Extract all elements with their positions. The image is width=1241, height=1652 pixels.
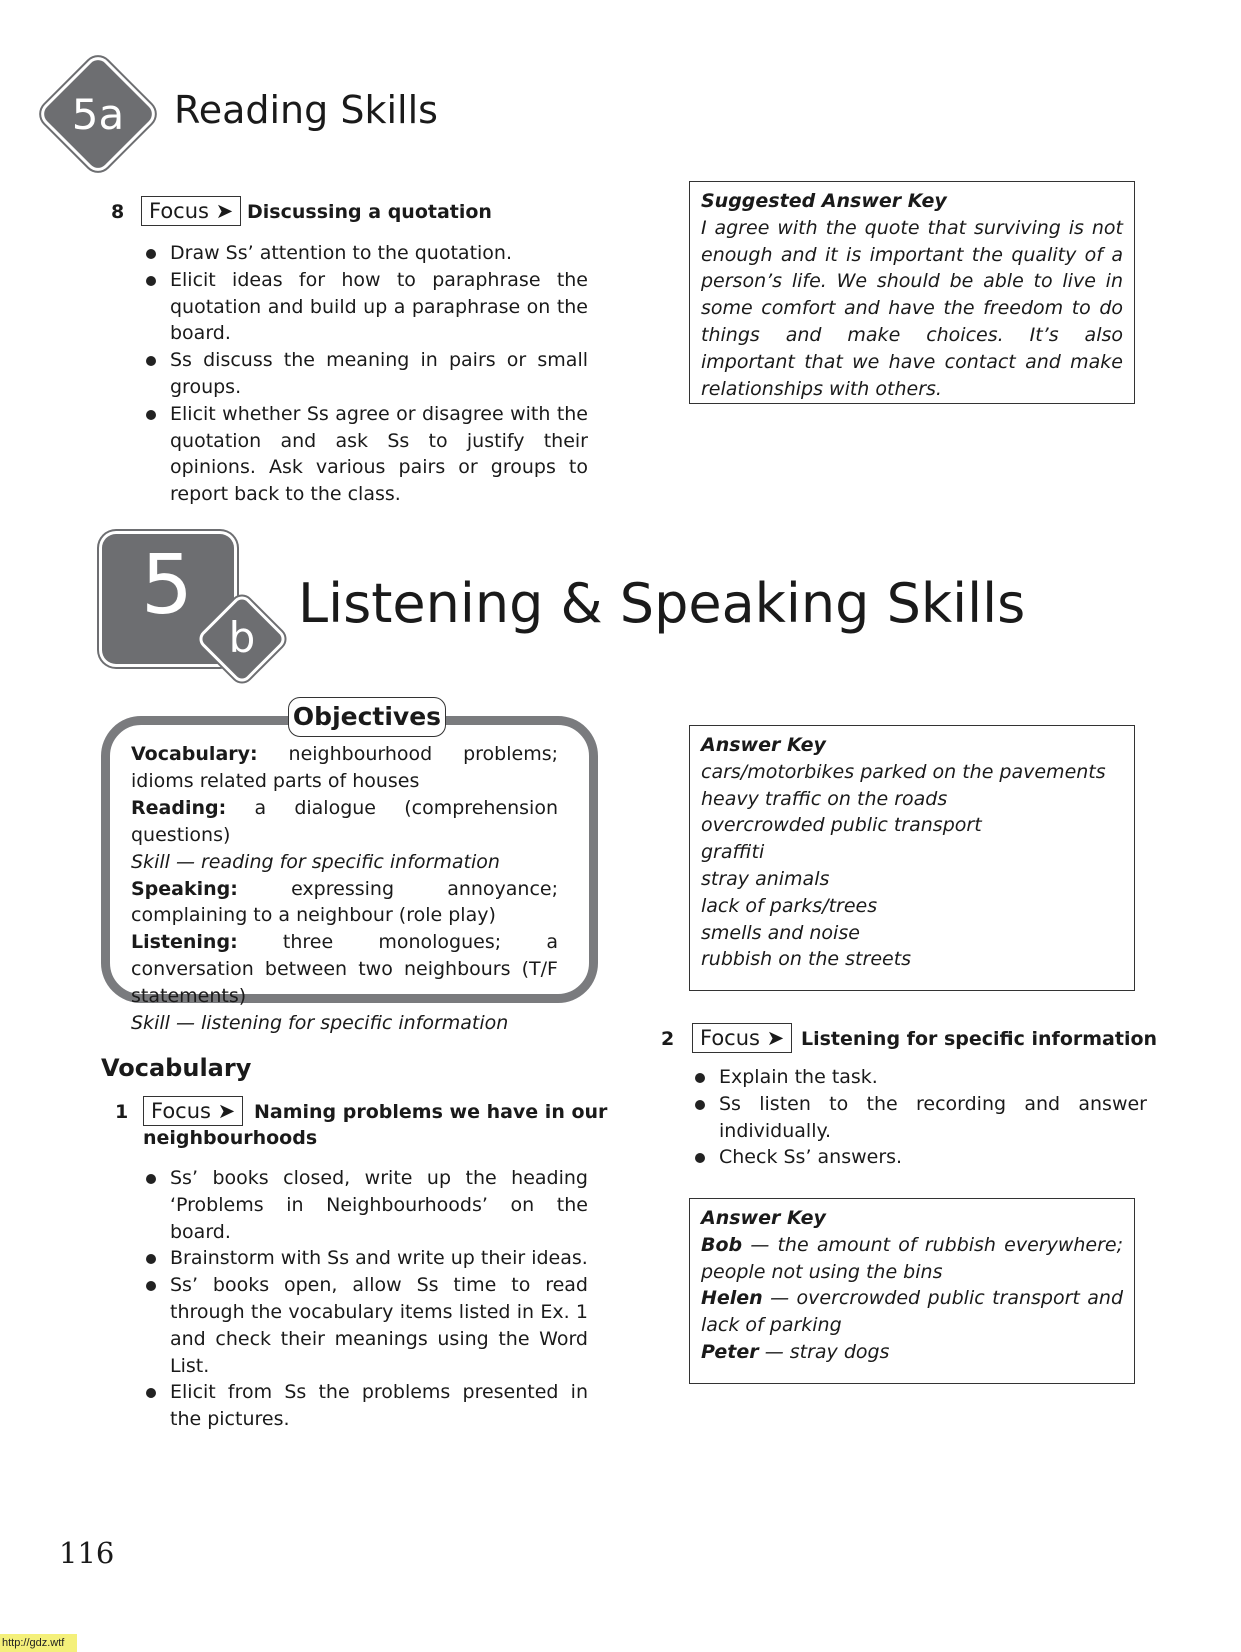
- bullet-icon: [695, 1073, 705, 1083]
- answer-key-2-helen: Helen — overcrowded public transport and lack of parking: [701, 1287, 1124, 1337]
- section-5a-title: Reading Skills: [174, 88, 438, 132]
- list-item: stray animals: [701, 867, 830, 890]
- list-item: lack of parks/trees: [701, 894, 878, 917]
- list-item: heavy traffic on the roads: [701, 787, 948, 810]
- bullet-icon: [146, 1174, 156, 1184]
- list-item: Ss’ books open, allow Ss time to read through the vocabulary items listed in Ex. 1 and check their meanings using the Word List.: [143, 1272, 588, 1379]
- objectives-listening: Listening: three monologues; a conversation between two neighbours (T/F statements): [131, 931, 558, 1008]
- list-item: Brainstorm with Ss and write up their ideas.: [143, 1245, 588, 1272]
- suggested-answer-key-box: [689, 181, 1135, 404]
- section-5b-badge-number: 5: [140, 538, 194, 633]
- list-item: graffiti: [701, 841, 765, 864]
- list-item: Explain the task.: [692, 1064, 1147, 1091]
- answer-key-2-box: [689, 1198, 1135, 1384]
- answer-key-2-peter: Peter — stray dogs: [701, 1340, 890, 1363]
- exercise-2-number: 2: [661, 1028, 675, 1050]
- suggested-answer-key-text: I agree with the quote that surviving is not enough and it is important the quality of a person’s life. We should be able to live in some comfort and have the freedom to do things and make choices. It’s also important that we have contact and make relationships with others.: [701, 216, 1123, 400]
- objectives-listening-skill: Skill — listening for specific information: [131, 1012, 509, 1035]
- vocabulary-heading: Vocabulary: [101, 1054, 252, 1082]
- list-item: Draw Ss’ attention to the quotation.: [143, 240, 588, 267]
- exercise-1-number: 1: [115, 1101, 129, 1123]
- list-item: Check Ss’ answers.: [692, 1144, 1147, 1171]
- exercise-8-focus-title: Discussing a quotation: [247, 201, 492, 223]
- list-item: overcrowded public transport: [701, 814, 982, 837]
- section-5a-badge-label: 5a: [71, 90, 125, 139]
- objectives-vocabulary: Vocabulary: neighbourhood problems; idioms related parts of houses: [131, 743, 559, 792]
- bullet-icon: [146, 276, 156, 286]
- exercise-2-focus-title: Listening for specific information: [801, 1028, 1158, 1050]
- bullet-icon: [146, 1388, 156, 1398]
- exercise-1-bullets: [143, 1165, 588, 1433]
- list-item: Elicit whether Ss agree or disagree with the quotation and ask Ss to justify their opinions. Ask various pairs or groups to report back to the class.: [143, 401, 588, 508]
- answer-key-2-title: Answer Key: [701, 1207, 826, 1229]
- bullet-icon: [146, 1281, 156, 1291]
- answer-key-1-title: Answer Key: [701, 734, 826, 756]
- bullet-icon: [695, 1153, 705, 1163]
- bullet-icon: [146, 249, 156, 259]
- page-number: 116: [59, 1536, 115, 1570]
- answer-key-1-box: [689, 725, 1135, 991]
- exercise-1-focus-label: Focus ➤: [143, 1096, 243, 1126]
- objectives-reading-skill: Skill — reading for specific information: [131, 850, 500, 873]
- objectives-heading: Objectives: [288, 697, 446, 737]
- objectives-text: [131, 741, 558, 1037]
- exercise-1-focus-title-line1: Naming problems we have in our: [254, 1101, 608, 1123]
- watermark-link[interactable]: http://gdz.wtf: [0, 1634, 77, 1652]
- bullet-icon: [146, 1254, 156, 1264]
- exercise-8-bullets: [143, 240, 588, 508]
- exercise-8-number: 8: [111, 201, 125, 223]
- exercise-2-focus-label: Focus ➤: [692, 1023, 792, 1053]
- list-item: Ss discuss the meaning in pairs or small groups.: [143, 347, 588, 401]
- list-item: Ss listen to the recording and answer individually.: [692, 1091, 1147, 1145]
- answer-key-2-bob: Bob — the amount of rubbish everywhere; people not using the bins: [701, 1233, 1123, 1283]
- list-item: cars/motorbikes parked on the pavements: [701, 760, 1106, 783]
- exercise-1-focus-title-line2: neighbourhoods: [143, 1127, 318, 1149]
- list-item: smells and noise: [701, 921, 860, 944]
- exercise-2-bullets: [692, 1064, 1147, 1171]
- list-item: Ss’ books closed, write up the heading ‘Problems in Neighbourhoods’ on the board.: [143, 1165, 588, 1245]
- objectives-reading: Reading: a dialogue (comprehension questions): [131, 796, 558, 846]
- list-item: Elicit from Ss the problems presented in the pictures.: [143, 1379, 588, 1433]
- bullet-icon: [146, 410, 156, 420]
- bullet-icon: [146, 356, 156, 366]
- suggested-answer-key-title: Suggested Answer Key: [701, 190, 947, 212]
- exercise-8-focus-label: Focus ➤: [141, 196, 241, 226]
- section-5b-badge-letter: b: [228, 613, 256, 662]
- section-5b-title: Listening & Speaking Skills: [298, 572, 1026, 635]
- list-item: rubbish on the streets: [701, 948, 912, 971]
- bullet-icon: [695, 1100, 705, 1110]
- objectives-speaking: Speaking: expressing annoyance; complaining to a neighbour (role play): [131, 877, 559, 927]
- list-item: Elicit ideas for how to paraphrase the quotation and build up a paraphrase on the board.: [143, 267, 588, 347]
